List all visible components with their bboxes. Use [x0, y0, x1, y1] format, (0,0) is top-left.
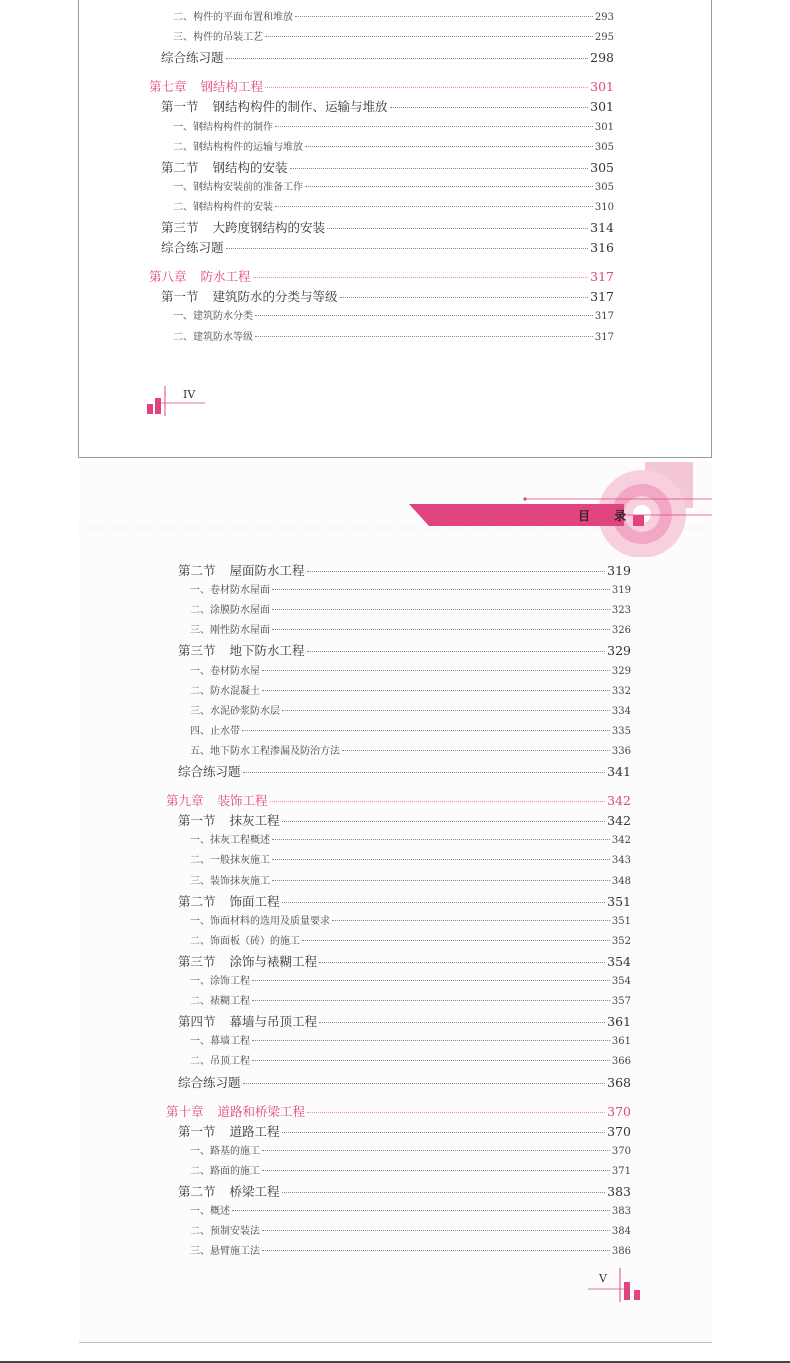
toc-page-number: 348 — [611, 875, 631, 887]
toc-page-number: 366 — [611, 1056, 631, 1068]
toc-page-number: 305 — [594, 181, 614, 193]
toc-entry-number: 第八章 — [149, 269, 187, 285]
toc-dot-leader — [226, 247, 589, 249]
toc-entry-label: 饰面工程 — [229, 893, 280, 909]
toc-page-number: 351 — [607, 893, 631, 909]
toc-page-number: 352 — [611, 935, 631, 947]
toc-entry-label: 大跨度钢结构的安装 — [212, 220, 326, 235]
toc-dot-leader — [252, 999, 610, 1001]
toc-page-number: 370 — [607, 1123, 631, 1139]
toc-page-number: 305 — [590, 159, 614, 175]
toc-page-number: 343 — [611, 855, 631, 867]
toc-entry-label: 二、裱糊工程 — [190, 996, 250, 1008]
toc-dot-leader — [262, 1229, 610, 1231]
toc-dot-leader — [262, 1169, 610, 1171]
toc-page-number: 361 — [611, 1036, 631, 1048]
toc-page-left — [78, 0, 712, 458]
toc-item-row — [173, 138, 614, 153]
toc-entry-label: 综合练习题 — [161, 50, 224, 66]
toc-section-row — [178, 892, 631, 910]
toc-dot-leader — [272, 879, 610, 881]
toc-dot-leader — [390, 106, 589, 108]
toc-dot-leader — [270, 800, 606, 802]
toc-entry-title — [178, 952, 317, 970]
toc-entry-number: 第七章 — [149, 79, 187, 95]
toc-page-number: 336 — [611, 745, 631, 757]
toc-entry-label: 五、地下防水工程渗漏及防治方法 — [190, 745, 340, 757]
toc-page-number: 332 — [611, 685, 631, 697]
toc-entry-title — [178, 561, 305, 579]
toc-entry-title — [178, 1122, 280, 1140]
toc-item-row — [190, 851, 631, 866]
toc-item-row — [190, 1052, 631, 1067]
toc-item-row — [173, 28, 614, 43]
toc-section-row — [178, 641, 631, 659]
toc-entry-label: 三、刚性防水屋面 — [190, 625, 270, 637]
toc-item-row — [190, 1142, 631, 1157]
toc-dot-leader — [272, 858, 610, 860]
toc-item-row — [190, 722, 631, 737]
toc-entry-number: 第一节 — [161, 99, 199, 115]
toc-dot-leader — [305, 185, 593, 187]
toc-dot-leader — [253, 276, 589, 278]
toc-page-number: 370 — [607, 1103, 631, 1119]
toc-dot-leader — [262, 1149, 610, 1151]
toc-dot-leader — [332, 919, 610, 921]
toc-entry-number: 第二节 — [178, 893, 216, 909]
toc-chapter-row — [166, 1102, 631, 1120]
toc-entry-title — [178, 892, 280, 910]
toc-item-row — [190, 831, 631, 846]
toc-page-number: 354 — [607, 953, 631, 969]
toc-entry-label: 综合练习题 — [161, 240, 224, 256]
toc-entry-label: 钢结构工程 — [200, 79, 264, 95]
toc-exercise-row — [161, 48, 614, 66]
toc-entry-label: 抹灰工程 — [229, 813, 280, 829]
toc-entry-label: 综合练习题 — [178, 764, 241, 779]
toc-dot-leader — [262, 1249, 610, 1251]
toc-dot-leader — [255, 335, 593, 337]
toc-dot-leader — [252, 1039, 610, 1041]
toc-dot-leader — [262, 689, 610, 691]
toc-page-number: 354 — [611, 976, 631, 987]
toc-dot-leader — [272, 838, 610, 840]
page-folio-iv — [147, 380, 207, 420]
toc-dot-leader — [252, 1059, 610, 1061]
toc-entry-label: 一、卷材防水屋面 — [190, 585, 270, 597]
toc-page-number: 329 — [607, 643, 631, 659]
toc-page-number: 305 — [594, 141, 614, 153]
toc-entry-label: 二、预制安装法 — [190, 1226, 260, 1238]
toc-entry-label: 钢结构构件的制作、运输与堆放 — [212, 99, 388, 115]
toc-entry-label: 二、防水混凝土 — [190, 685, 260, 697]
toc-page-number: 317 — [590, 289, 614, 305]
toc-page-number: 384 — [611, 1226, 631, 1238]
toc-dot-leader — [252, 979, 610, 981]
toc-entry-title — [178, 1182, 280, 1200]
toc-page-number: 371 — [611, 1165, 631, 1177]
toc-page-number: 323 — [611, 605, 631, 617]
toc-section-row — [178, 952, 631, 970]
toc-page-number: 351 — [611, 915, 631, 927]
toc-page-number: 342 — [607, 793, 631, 809]
toc-dot-leader — [340, 296, 589, 298]
toc-item-row — [190, 932, 631, 947]
toc-entry-label: 三、水泥砂浆防水层 — [190, 705, 280, 717]
page-folio-v — [588, 1266, 648, 1306]
toc-page-number: 317 — [594, 331, 614, 343]
toc-dot-leader — [282, 1191, 606, 1193]
toc-section-row — [178, 1182, 631, 1200]
toc-entry-label: 二、构件的平面布置和堆放 — [173, 12, 293, 23]
toc-item-row — [190, 872, 631, 887]
toc-item-row — [190, 601, 631, 616]
toc-exercise-row — [178, 1073, 631, 1091]
toc-entry-label: 二、涂膜防水屋面 — [190, 605, 270, 617]
toc-chapter-row — [149, 77, 614, 95]
toc-item-row — [190, 1242, 631, 1257]
toc-item-row — [190, 912, 631, 927]
toc-page-number: 342 — [611, 835, 631, 847]
toc-entry-label: 防水工程 — [200, 269, 251, 285]
toc-dot-leader — [265, 35, 593, 37]
toc-entry-label: 二、建筑防水等级 — [173, 331, 253, 343]
toc-section-row — [161, 218, 614, 236]
page-number: IV — [183, 388, 196, 401]
toc-section-row — [178, 1122, 631, 1140]
toc-entry-label: 一、涂饰工程 — [190, 976, 250, 987]
toc-entry-label: 地下防水工程 — [229, 643, 305, 659]
toc-exercise-row — [178, 762, 631, 780]
toc-page-number: 383 — [607, 1184, 631, 1199]
toc-header-banner — [79, 462, 712, 557]
toc-page-number: 361 — [607, 1014, 631, 1030]
page-bottom-rule — [79, 1342, 712, 1343]
toc-page-number: 326 — [611, 625, 631, 637]
toc-dot-leader — [226, 57, 589, 59]
toc-page-number: 386 — [611, 1246, 631, 1258]
toc-entry-label: 桥梁工程 — [229, 1184, 280, 1199]
toc-dot-leader — [319, 1021, 605, 1023]
toc-entry-number: 第三节 — [178, 953, 216, 969]
toc-item-row — [190, 1222, 631, 1237]
toc-page-number: 295 — [594, 32, 614, 44]
toc-dot-leader — [282, 709, 610, 711]
toc-entry-number: 第一节 — [161, 289, 199, 305]
toc-item-row — [173, 328, 614, 343]
toc-entry-title — [178, 641, 305, 659]
toc-item-row — [190, 702, 631, 717]
toc-page-number: 341 — [607, 764, 631, 779]
toc-section-row — [178, 1012, 631, 1030]
toc-entry-label: 幕墙与吊顶工程 — [229, 1014, 318, 1030]
toc-entry-number: 第二节 — [178, 563, 216, 578]
toc-item-row — [190, 662, 631, 677]
toc-dot-leader — [295, 15, 593, 17]
toc-entry-label: 道路工程 — [229, 1123, 280, 1139]
toc-dot-leader — [282, 820, 606, 822]
toc-entry-label: 三、悬臂施工法 — [190, 1246, 260, 1258]
toc-page-number: 370 — [611, 1145, 631, 1157]
toc-dot-leader — [307, 1111, 605, 1113]
toc-entry-number: 第三节 — [161, 220, 199, 235]
toc-dot-leader — [282, 901, 606, 903]
toc-dot-leader — [302, 939, 610, 941]
toc-dot-leader — [307, 570, 606, 572]
toc-entry-number: 第一节 — [178, 1123, 216, 1139]
toc-item-row — [190, 1202, 631, 1217]
toc-dot-leader — [232, 1209, 610, 1211]
toc-item-row — [190, 1162, 631, 1177]
toc-item-row — [190, 621, 631, 636]
toc-dot-leader — [272, 628, 610, 630]
toc-heading: 目 录 — [578, 509, 637, 523]
toc-item-row — [173, 198, 614, 213]
toc-entry-label: 一、钢结构构件的制作 — [173, 121, 273, 133]
toc-dot-leader — [319, 961, 605, 963]
toc-page-number: 301 — [590, 79, 614, 95]
toc-entry-title — [149, 267, 251, 285]
toc-page-number: 383 — [611, 1206, 631, 1218]
toc-dot-leader — [272, 588, 610, 590]
toc-entry-title — [161, 158, 288, 176]
toc-page-number: 316 — [590, 240, 614, 256]
toc-item-row — [173, 8, 614, 23]
toc-entry-number: 第十章 — [166, 1103, 204, 1119]
toc-entry-label: 二、钢结构构件的安装 — [173, 201, 273, 213]
toc-page-number: 335 — [611, 725, 631, 737]
toc-section-row — [161, 158, 614, 176]
toc-entry-label: 二、钢结构构件的运输与堆放 — [173, 141, 303, 153]
toc-entry-title — [178, 1012, 317, 1030]
toc-dot-leader — [275, 205, 593, 207]
toc-page-number: 298 — [590, 50, 614, 66]
toc-page-number: 334 — [611, 705, 631, 717]
toc-page-number: 317 — [590, 269, 614, 285]
toc-dot-leader — [262, 669, 610, 671]
toc-dot-leader — [275, 125, 593, 127]
toc-entry-label: 二、路面的施工 — [190, 1165, 260, 1177]
toc-entry-title — [149, 77, 263, 95]
toc-entry-title — [161, 287, 338, 305]
toc-entry-label: 一、路基的施工 — [190, 1145, 260, 1157]
toc-entry-label: 屋面防水工程 — [229, 563, 305, 578]
toc-dot-leader — [243, 1082, 606, 1084]
toc-entry-label: 二、饰面板（砖）的施工 — [190, 935, 300, 947]
toc-page-number: 301 — [594, 121, 614, 133]
toc-entry-title — [161, 218, 325, 236]
toc-entry-label: 涂饰与裱糊工程 — [229, 953, 318, 969]
toc-entry-label: 二、吊顶工程 — [190, 1056, 250, 1068]
toc-dot-leader — [242, 729, 610, 731]
folio-bars-icon — [147, 380, 207, 420]
toc-section-row — [161, 287, 614, 305]
folio-bars-icon — [588, 1266, 648, 1306]
page-number: V — [599, 1272, 607, 1285]
toc-entry-title — [178, 811, 280, 829]
toc-entry-label: 四、止水带 — [190, 725, 240, 737]
toc-dot-leader — [282, 1131, 606, 1133]
toc-entry-number: 第二节 — [178, 1184, 216, 1199]
toc-dot-leader — [265, 86, 588, 88]
toc-entry-label: 一、建筑防水分类 — [173, 311, 253, 323]
toc-page-number: 357 — [611, 996, 631, 1008]
toc-page-number: 310 — [594, 201, 614, 213]
toc-page-number: 319 — [611, 585, 631, 597]
toc-entry-title — [166, 1102, 305, 1120]
toc-chapter-row — [166, 791, 631, 809]
toc-dot-leader — [307, 650, 606, 652]
toc-entry-label: 三、装饰抹灰施工 — [190, 875, 270, 887]
toc-item-row — [190, 1032, 631, 1047]
toc-item-row — [190, 682, 631, 697]
toc-item-row — [190, 581, 631, 596]
toc-dot-leader — [255, 314, 593, 316]
toc-item-row — [173, 307, 614, 322]
toc-dot-leader — [305, 145, 593, 147]
toc-entry-label: 道路和桥梁工程 — [217, 1103, 306, 1119]
toc-dot-leader — [290, 167, 589, 169]
toc-item-row — [173, 118, 614, 133]
toc-entry-number: 第九章 — [166, 793, 204, 809]
toc-entry-title — [161, 97, 388, 115]
toc-entry-label: 二、一般抹灰施工 — [190, 855, 270, 867]
toc-entry-label: 一、卷材防水屋 — [190, 665, 260, 677]
toc-page-number: 293 — [594, 12, 614, 23]
toc-section-row — [178, 811, 631, 829]
toc-page-number: 368 — [607, 1074, 631, 1090]
toc-dot-leader — [327, 227, 588, 229]
toc-entry-label: 钢结构的安装 — [212, 159, 288, 175]
toc-entry-label: 装饰工程 — [217, 793, 268, 809]
toc-dot-leader — [342, 749, 610, 751]
toc-entry-label: 一、抹灰工程概述 — [190, 835, 270, 847]
toc-page-number: 319 — [607, 563, 631, 578]
toc-entry-title — [166, 791, 268, 809]
toc-entry-number: 第二节 — [161, 159, 199, 175]
toc-entry-label: 建筑防水的分类与等级 — [212, 289, 338, 305]
toc-section-row — [178, 561, 631, 579]
toc-chapter-row — [149, 267, 614, 285]
toc-page-number: 342 — [607, 813, 631, 829]
toc-section-row — [161, 97, 614, 115]
toc-entry-number: 第一节 — [178, 813, 216, 829]
toc-entry-label: 综合练习题 — [178, 1074, 241, 1090]
toc-entry-number: 第四节 — [178, 1014, 216, 1030]
toc-exercise-row — [161, 238, 614, 256]
toc-entry-label: 三、构件的吊装工艺 — [173, 32, 263, 44]
toc-page-number: 314 — [590, 220, 614, 235]
toc-entry-number: 第三节 — [178, 643, 216, 659]
toc-page-number: 301 — [590, 99, 614, 115]
toc-page-number: 329 — [611, 665, 631, 677]
toc-entry-label: 一、饰面材料的选用及质量要求 — [190, 915, 330, 927]
toc-item-row — [190, 742, 631, 757]
toc-item-row — [173, 178, 614, 193]
toc-dot-leader — [243, 771, 606, 773]
toc-entry-label: 一、幕墙工程 — [190, 1036, 250, 1048]
toc-entry-label: 一、钢结构安装前的准备工作 — [173, 181, 303, 193]
toc-dot-leader — [272, 608, 610, 610]
toc-entry-label: 一、概述 — [190, 1206, 230, 1218]
toc-item-row — [190, 992, 631, 1007]
toc-item-row — [190, 972, 631, 987]
toc-page-number: 317 — [594, 311, 614, 323]
